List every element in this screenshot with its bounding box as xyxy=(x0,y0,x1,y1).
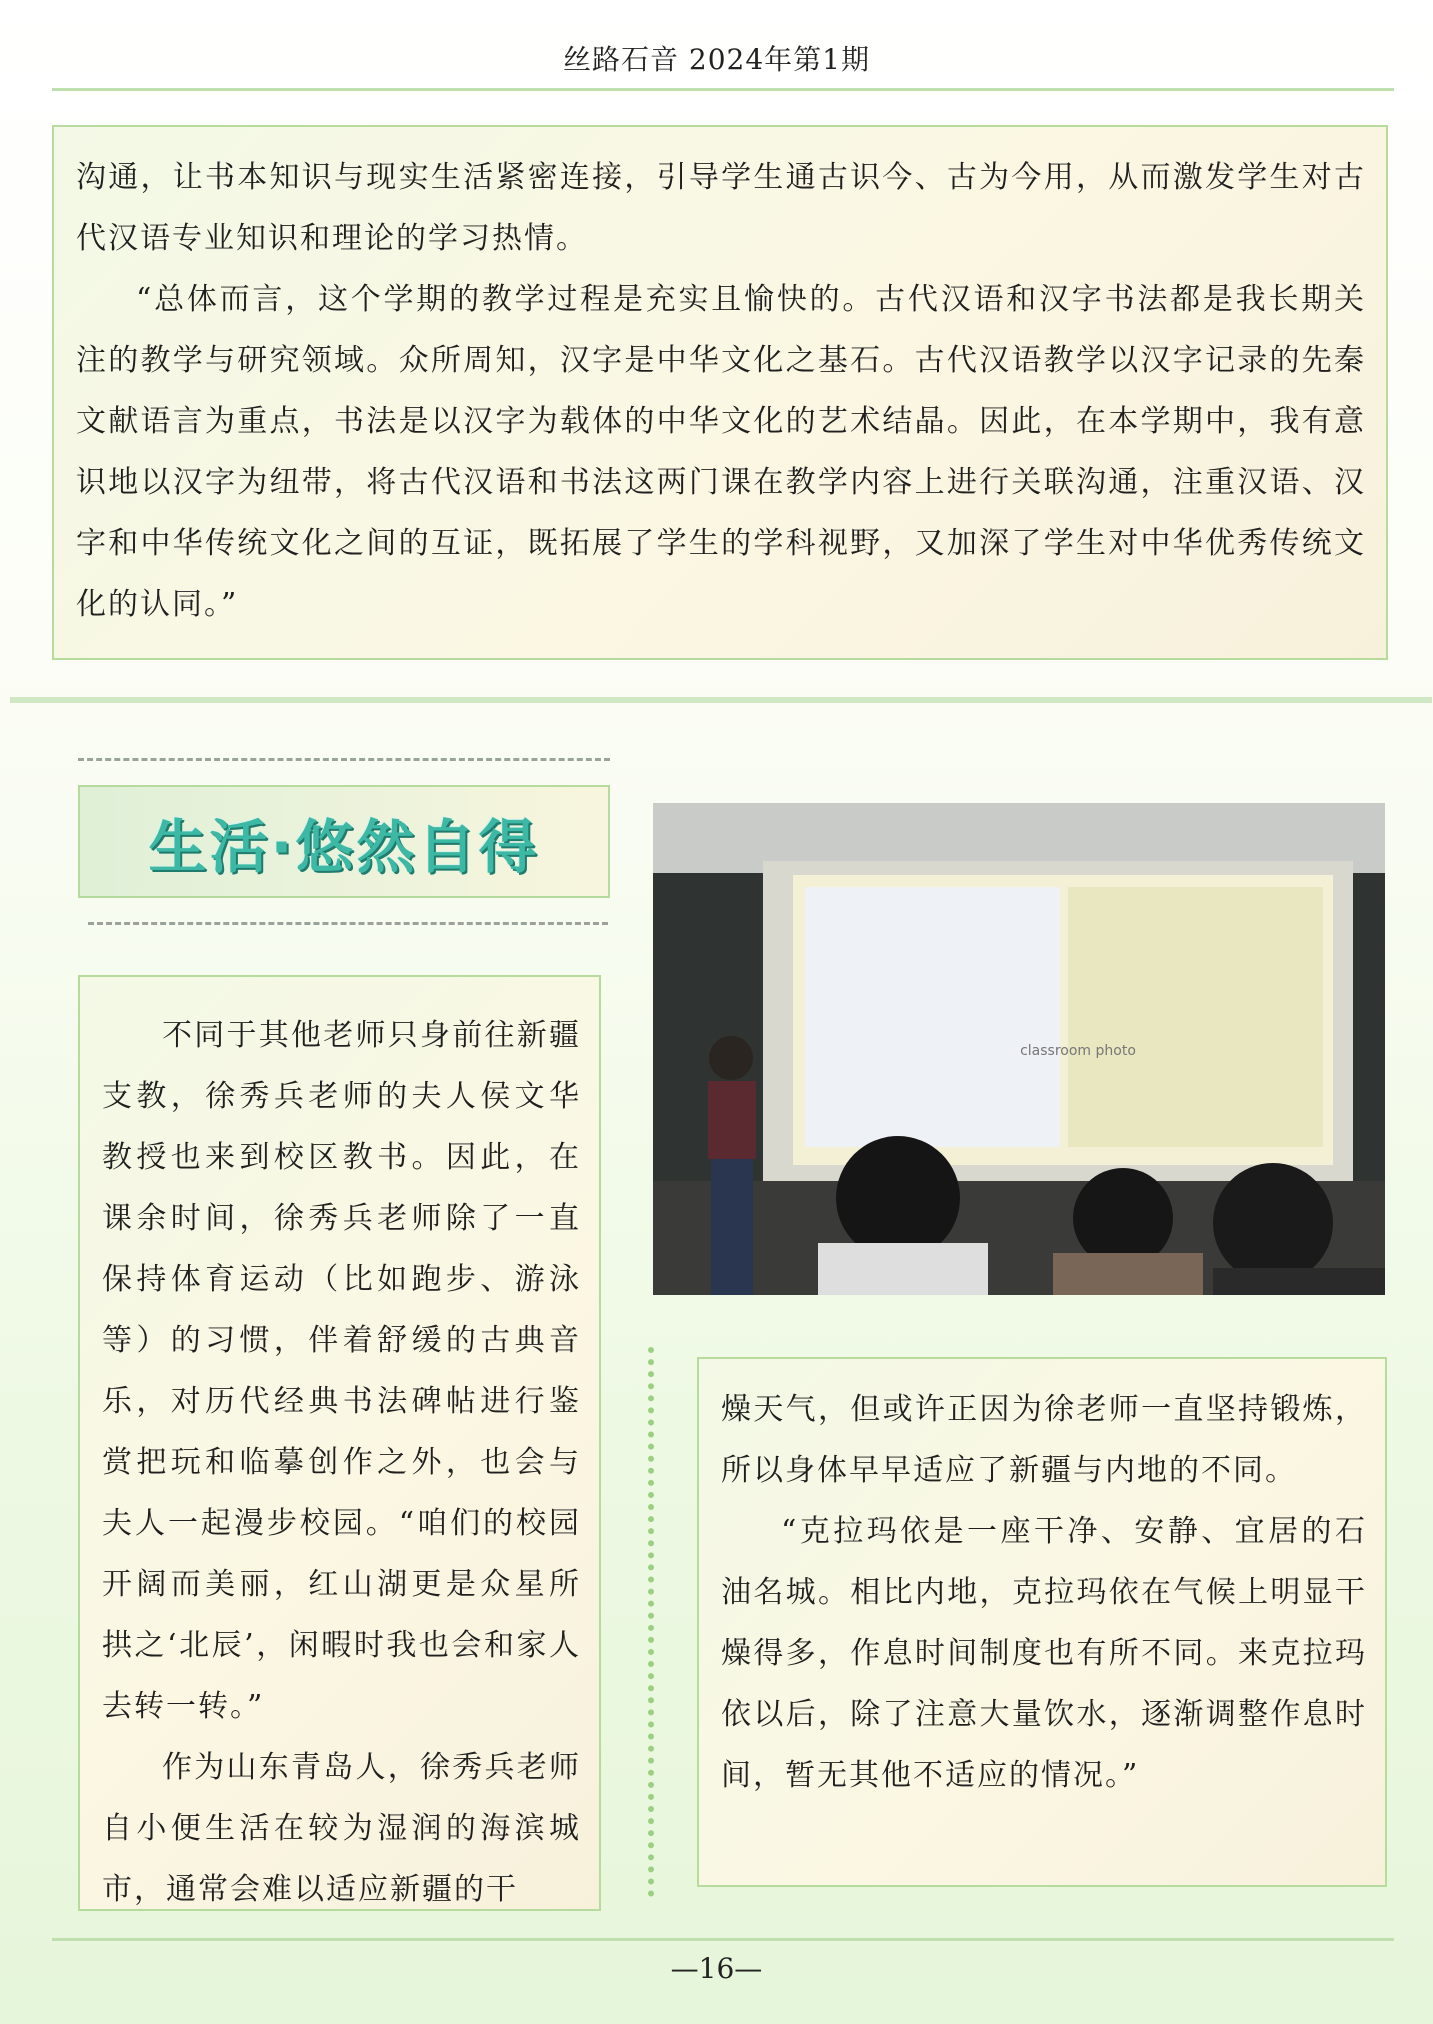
dotted-vertical-divider xyxy=(648,1347,654,1897)
classroom-photo-image xyxy=(653,803,1385,1295)
left-text-box xyxy=(78,975,601,1911)
top-paragraph-1: 沟通，让书本知识与现实生活紧密连接，引导学生通古识今、古为今用，从而激发学生对古代汉语专业知识和理论的学习热情。 xyxy=(76,160,1366,256)
right-text-box xyxy=(697,1357,1387,1887)
section-title: 生活·悠然自得 xyxy=(148,812,540,881)
right-paragraph-1: 燥天气，但或许正因为徐老师一直坚持锻炼，所以身体早早适应了新疆与内地的不同。 xyxy=(721,1392,1367,1488)
classroom-photo xyxy=(653,803,1385,1295)
left-paragraph-1: 不同于其他老师只身前往新疆支教，徐秀兵老师的夫人侯文华教授也来到校区教书。因此，在课余时间，徐秀兵老师除了一直保持体育运动（比如跑步、游泳等）的习惯，伴着舒缓的古典音乐，对历代经典书法碑帖进行鉴赏把玩和临摹创作之外，也会与夫人一起漫步校园。“咱们的校园开阔而美丽，红山湖更是众星所拱之‘北辰’，闲暇时我也会和家人去转一转。” xyxy=(102,1018,581,1724)
photo-placeholder-label: classroom photo xyxy=(1020,1043,1136,1059)
section-title-box xyxy=(78,785,610,898)
dashed-line-bottom xyxy=(88,922,608,925)
header-divider xyxy=(52,88,1394,91)
page-number: —16— xyxy=(670,1952,763,1985)
page-header-title: 丝路石音 2024年第1期 xyxy=(563,43,870,76)
top-paragraph-2: “总体而言，这个学期的教学过程是充实且愉快的。古代汉语和汉字书法都是我长期关注的教学与研究领域。众所周知，汉字是中华文化之基石。古代汉语教学以汉字记录的先秦文献语言为重点，书法是以汉字为载体的中华文化的艺术结晶。因此，在本学期中，我有意识地以汉字为纽带，将古代汉语和书法这两门课在教学内容上进行关联沟通，注重汉语、汉字和中华传统文化之间的互证，既拓展了学生的学科视野，又加深了学生对中华优秀传统文化的认同。” xyxy=(76,282,1366,622)
section-divider xyxy=(10,697,1432,703)
footer-divider xyxy=(52,1938,1394,1941)
left-paragraph-2: 作为山东青岛人，徐秀兵老师自小便生活在较为湿润的海滨城市，通常会难以适应新疆的干 xyxy=(102,1750,581,1907)
right-paragraph-2: “克拉玛依是一座干净、安静、宜居的石油名城。相比内地，克拉玛依在气候上明显干燥得多，作息时间制度也有所不同。来克拉玛依以后，除了注意大量饮水，逐渐调整作息时间，暂无其他不适应的情况。” xyxy=(721,1514,1367,1793)
top-text-box xyxy=(52,125,1388,660)
dashed-line-top xyxy=(78,758,610,761)
